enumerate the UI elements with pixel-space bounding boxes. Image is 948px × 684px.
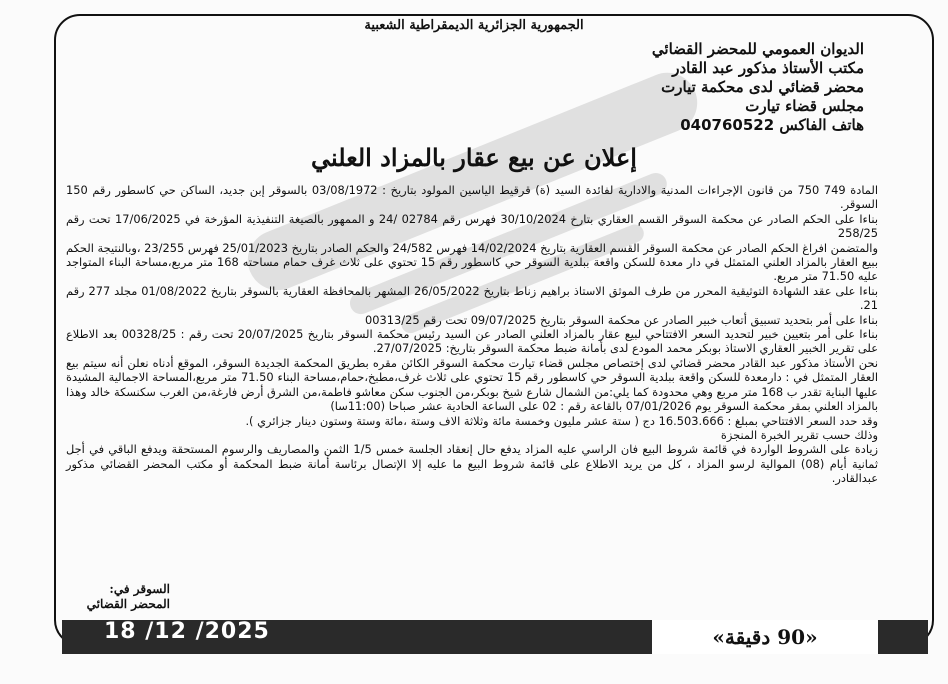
signoff-place: السوقر في: [109,582,170,596]
signoff-block [87,582,170,612]
footer-date: 18 /12 /2025 [104,619,270,644]
notice-paragraph: المادة 749 750 من قانون الإجراءات المدنية والادارية لفائدة السيد (ة) قرقيط الياسين المولود بتاريخ : 03/08/1972 بالسوقر إبن جديد، الساكن حي كاسطور رقم 150 السوقر. [66,183,879,212]
office-line: مجلس قضاء تيارت [745,97,864,115]
fax-label: هاتف الفاكس [779,116,864,134]
notice-paragraph: وقد حدد السعر الافتتاحي بمبلغ : 16.503.666 دج ( ستة عشر مليون وخمسة مائة وثلاثة الاف وستة ،مائة وستة وستون دينار جزائري ). [245,413,878,428]
notice-paragraph: بناءا على أمر بتعيين خبير لتحديد السعر الافتتاحي لبيع عقار بالمزاد العلني الصادر عن السيد رئيس محكمة السوقر بتاريخ 20/07/2025 تحت رقم : 00328/25 بعد الاطلاع على تقرير الخبير العقاري الاستاذ بوبكر محمد المودع لدى بأمانة ضبط محكمة السوقر بتاريخ: 27/07/2025. [66,327,878,356]
bailiff-office-block [652,40,864,135]
notice-title: إعلان عن بيع عقار بالمزاد العلني [311,143,637,172]
office-line: الديوان العمومي للمحضر القضائي [651,40,864,58]
republic-header: الجمهورية الجزائرية الديمقراطية الشعبية [364,18,584,33]
notice-paragraph: وذلك حسب تقرير الخبرة المنجزة [720,427,878,442]
notice-paragraph: والمتضمن افراغ الحكم الصادر عن محكمة السوقر القسم العقارية بتاريخ 14/02/2024 فهرس 24/582 والحكم الصادر بتاريخ 25/01/2023 فهرس 23/255 ،وبالنتيجة الحكم ببيع العقار بالمزاد العلني المتمثل في دار معدة للسكن واقعة ببلدية السوقر حي كاسطور رقم 15 تحتوي على ثلاث غرف حمام مساحته 168 متر مربع،مساحة البناء المتواجد عليه 71.50 متر مربع. [66,240,879,284]
notice-paragraph: بناءا على الحكم الصادر عن محكمة السوقر القسم العقاري بتارخ 30/10/2024 فهرس رقم 02784 /24 و الممهور بالصيغة التنفيذية المؤرخة في 17/06/2025 تحت رقم 258/25 [66,211,878,241]
office-line: محضر قضائي لدى محكمة تيارت [661,78,864,96]
notice-body [66,183,878,486]
notice-paragraph: زيادة على الشروط الواردة في قائمة شروط البيع فان الراسي عليه المزاد يدفع حال إنعقاد الجلسة خمس 1/5 الثمن والمصاريف والرسوم المستحقة ويدفع الباقي في أجل ثمانية أيام (08) الموالية لرسو المزاد ، كل من يريد الاطلاع على قائمة شروط البيع ما عليه إلا الإتصال برئاسة أمانة ضبط المحكمة أو مكتب المحضر القضائي مذكور عبدالقادر. [66,442,879,486]
fax-line [652,116,864,135]
notice-paragraph: بناءا على أمر بتحديد تسبيق أتعاب خبير الصادر عن محكمة السوقر بتاريخ 09/07/2025 تحت رقم 00313/25 [365,312,878,327]
footer-edition-label: «90 دقيقة» [712,625,818,649]
signoff-role: المحضر القضائي [86,597,170,611]
notice-paragraph: بناءا على عقد الشهادة التوثيقية المحرر من طرف الموثق الاستاذ براهيم زناط بتاريخ 26/05/2022 المشهر بالمحافظة العقارية بالسوقر بتاريخ 01/08/2022 مجلد 277 رقم 21. [66,283,879,313]
notice-paragraph: نحن الأستاذ مذكور عبد القادر محضر قضائي لدى إختصاص مجلس قضاء تيارت محكمة السوقر الكائن مقره بطريق المحكمة الجديدة السوقر، الموقع أدناه نعلن أنه سيتم بيع العقار المتمثل في : دارمعدة للسكن واقعة ببلدية السوقر حي كاسطور رقم 15 تحتوي على ثلاث غرف،مطبخ،حمام،مساحة البناء 71.50 متر مربع،المساحة الاجمالية المشيدة عليها البناية تقدر ب 168 متر مربع وهي محدودة كما يلي:من الشمال شارع شيخ بوبكر،من الجنوب سكن معاشو فاطمة،من الشرق أرض فارغة،من الغرب سكنسكة خالد وهذا بالمزاد العلني بمقر محكمة السوقر يوم 07/01/2026 بالقاعة رقم : 02 على الساعة الحادية عشر صباحا (11:00سا) [66,355,878,414]
office-line: مكتب الأستاذ مذكور عبد القادر [672,59,864,77]
fax-number: 040760522 [680,116,775,134]
